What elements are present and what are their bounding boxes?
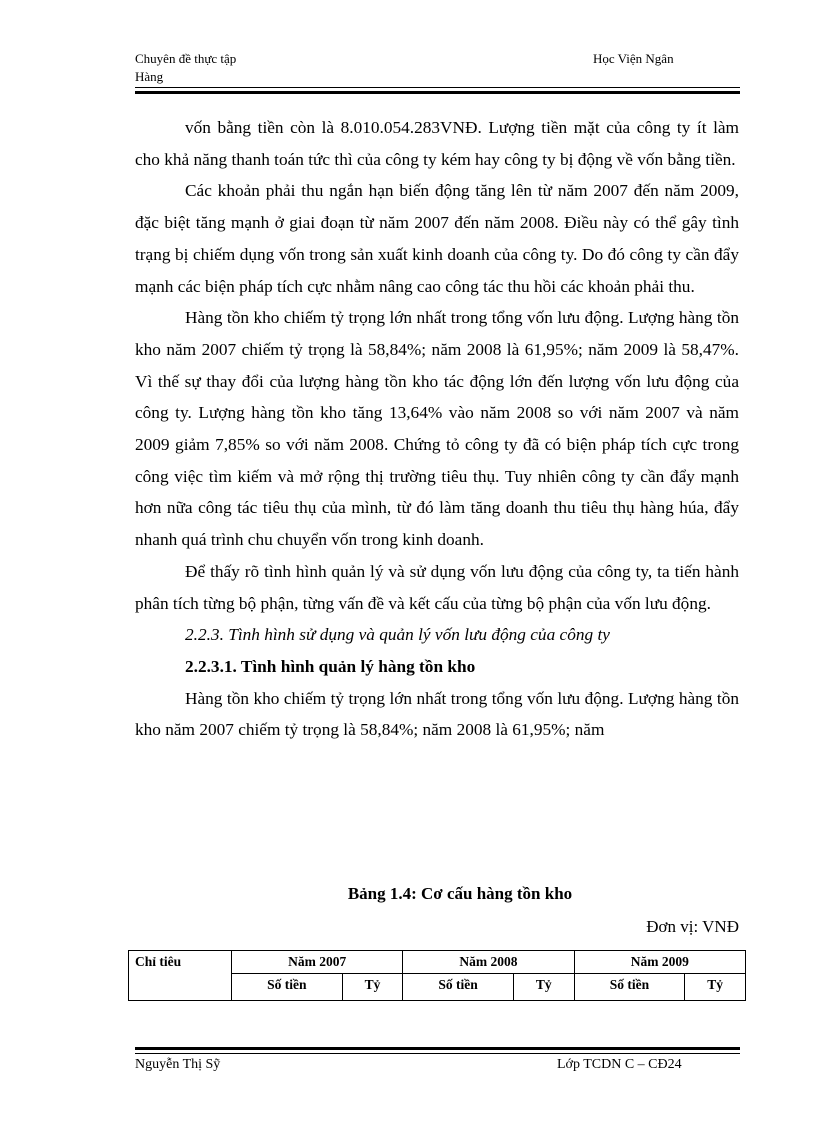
header-left: [135, 50, 236, 86]
footer-class: Lớp TCDN C – CĐ24: [557, 1057, 682, 1072]
paragraph-1: vốn bằng tiền còn là 8.010.054.283VNĐ. Lượng tiền mặt của công ty ít làm cho khả năng thanh toán tức thì của công ty kém hay công ty bị động về vốn bằng tiền.: [135, 118, 739, 169]
section-subheading: 2.2.3. Tình hình sử dụng và quản lý vốn lưu động của công ty: [185, 625, 610, 645]
document-body: [135, 112, 739, 746]
col-year-2008: Năm 2008: [403, 951, 574, 974]
paragraph-4: Để thấy rõ tình hình quản lý và sử dụng vốn lưu động của công ty, ta tiến hành phân tích từng bộ phận, từng vấn đề và kết cấu của từng bộ phận của vốn lưu động.: [135, 561, 739, 613]
col-2009-amount: Số tiền: [574, 974, 685, 1001]
col-2007-amount: Số tiền: [232, 974, 343, 1001]
header-rule-thin: [135, 87, 740, 88]
table-unit: Đơn vị: VNĐ: [646, 917, 739, 936]
paragraph-3: Hàng tồn kho chiếm tỷ trọng lớn nhất trong tổng vốn lưu động. Lượng hàng tồn kho năm 2007 chiếm tỷ trọng là 58,84%; năm 2008 là 61,95%; năm 2009 là 58,47%. Vì thế sự thay đổi của lượng hàng tồn kho tác động lớn đến lượng vốn lưu động của công ty. Lượng hàng tồn kho tăng 13,64% vào năm 2008 so với năm 2007 và năm 2009 giảm 7,85% so với năm 2008. Chứng tỏ công ty đã có biện pháp tích cực trong công việc tìm kiếm và mở rộng thị trường tiêu thụ. Tuy nhiên công ty cần đẩy mạnh hơn nữa công tác tiêu thụ của mình, từ đó làm tăng doanh thu tiêu thụ hàng húa, đẩy nhanh quá trình chu chuyển vốn trong kinh doanh.: [135, 308, 739, 550]
col-2008-amount: Số tiền: [403, 974, 514, 1001]
paragraph-5: Hàng tồn kho chiếm tỷ trọng lớn nhất trong tổng vốn lưu động. Lượng hàng tồn kho năm 2007 chiếm tỷ trọng là 58,84%; năm 2008 là 61,95%; năm: [135, 688, 739, 740]
header-rule-thick: [135, 91, 740, 94]
col-year-2009: Năm 2009: [574, 951, 745, 974]
footer-author: Nguyễn Thị Sỹ: [135, 1057, 221, 1072]
table-header-row: [129, 951, 746, 974]
footer-rule-thick: [135, 1047, 740, 1050]
table-title: Bảng 1.4: Cơ cấu hàng tồn kho: [347, 884, 573, 903]
col-criteria: Chỉ tiêu: [129, 951, 232, 1001]
col-2007-ratio: Tỷ: [342, 974, 403, 1001]
page-header: [135, 50, 740, 92]
col-2008-ratio: Tỷ: [513, 974, 574, 1001]
inventory-table: [128, 950, 746, 1001]
header-left-line2: Hàng: [135, 69, 164, 84]
col-year-2007: Năm 2007: [232, 951, 403, 974]
col-2009-ratio: Tỷ: [685, 974, 746, 1001]
section-heading: 2.2.3.1. Tình hình quản lý hàng tồn kho: [185, 656, 476, 676]
header-left-line1: Chuyên đề thực tập: [135, 51, 237, 66]
header-right: Học Viện Ngân: [593, 51, 674, 66]
footer-rule-thin: [135, 1053, 740, 1054]
paragraph-2: Các khoản phải thu ngắn hạn biến động tăng lên từ năm 2007 đến năm 2009, đặc biệt tăng mạnh ở giai đoạn từ năm 2007 đến năm 2008. Điều này có thể gây tình trạng bị chiếm dụng vốn trong sản xuất kinh doanh của công ty. Do đó công ty cần đẩy mạnh các biện pháp tích cực nhằm nâng cao công tác thu hồi các khoản phải thu.: [135, 181, 739, 296]
